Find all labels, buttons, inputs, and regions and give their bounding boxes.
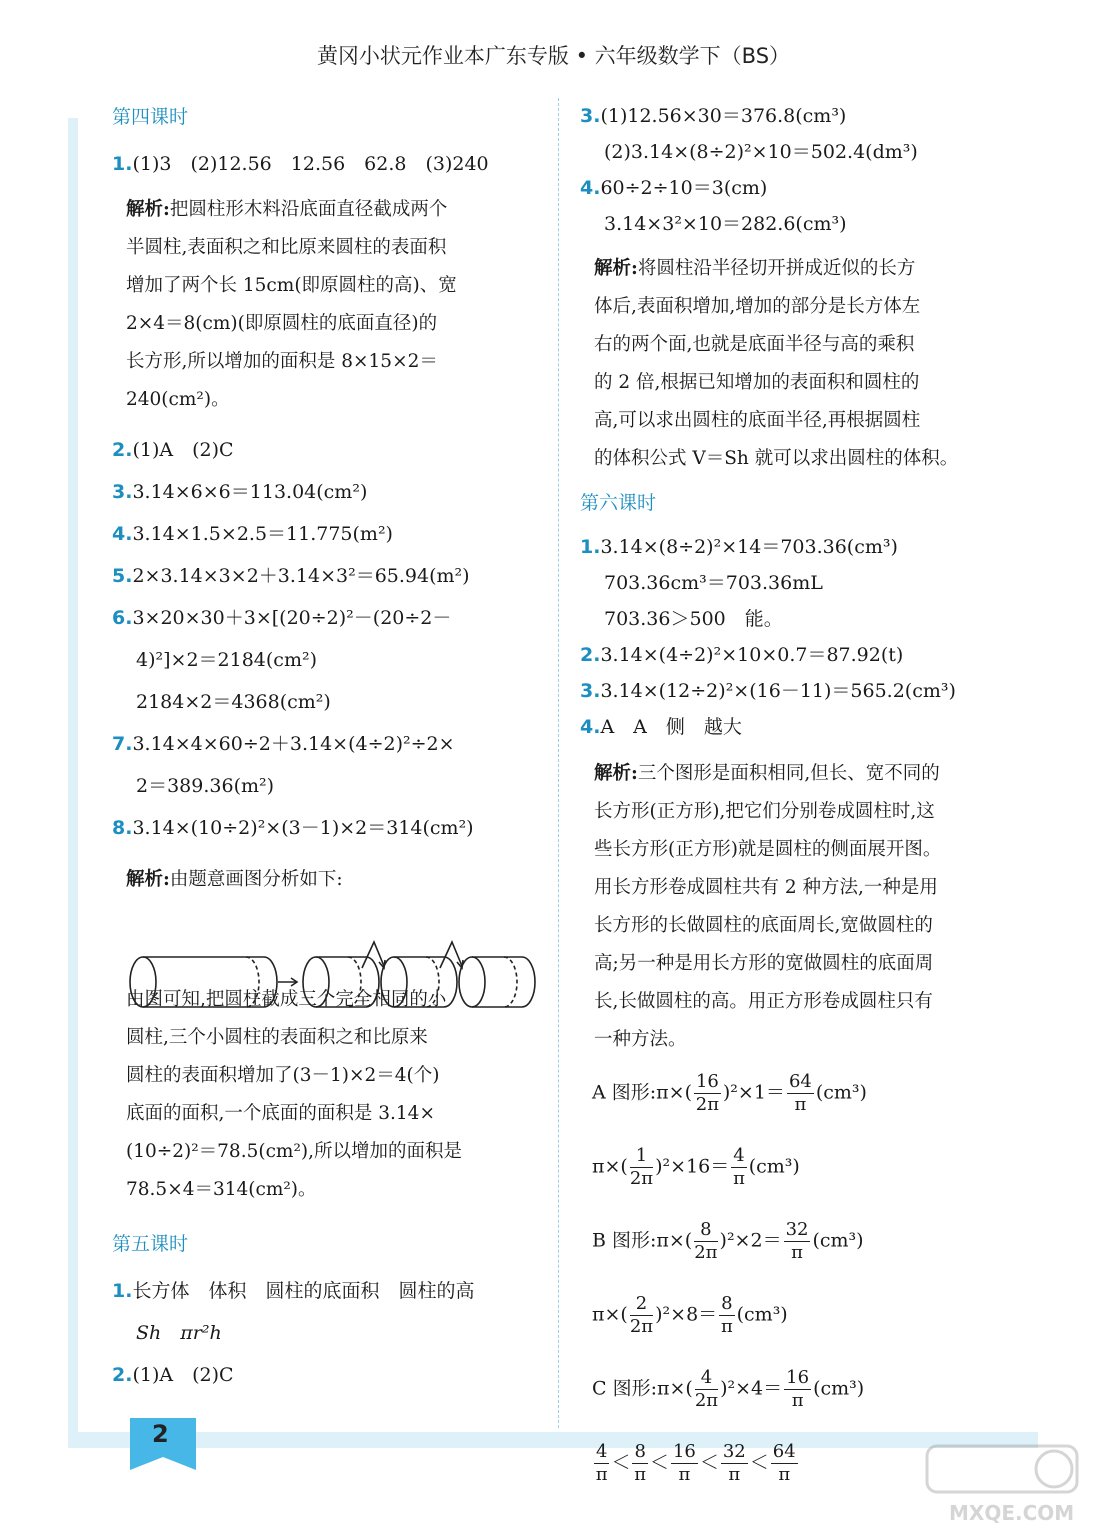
q-number: 3. xyxy=(112,481,133,503)
fraction xyxy=(719,1295,734,1336)
answer-text: 60÷2÷10＝3(cm) xyxy=(600,177,768,199)
analysis-line: 长方形,所以增加的面积是 8×15×2＝ xyxy=(126,351,438,372)
page-number: 2 xyxy=(152,1420,169,1448)
answer-text: (1)12.56×30＝376.8(cm³) xyxy=(600,105,847,127)
less-than: ＜ xyxy=(749,1451,769,1474)
formula-text: )²×4＝ xyxy=(720,1377,783,1400)
denominator: π xyxy=(791,1390,804,1411)
analysis-line: 由题意画图分析如下: xyxy=(169,869,343,890)
analysis-label: 解析: xyxy=(594,258,638,279)
q-number: 2. xyxy=(580,644,601,666)
numerator: 4 xyxy=(695,1369,718,1390)
q-number: 1. xyxy=(112,1280,133,1302)
section-title-6: 第六课时 xyxy=(580,492,657,514)
s6-answer-1-cont: 703.36＞500 能。 xyxy=(604,608,783,630)
analysis-line: 高,可以求出圆柱的底面半径,再根据圆柱 xyxy=(594,410,921,431)
analysis-1 xyxy=(112,191,542,419)
denominator: π xyxy=(728,1464,741,1485)
denominator: 2π xyxy=(695,1094,720,1115)
analysis-r6 xyxy=(580,755,1010,1059)
q-number: 8. xyxy=(112,817,133,839)
section-title-5: 第五课时 xyxy=(112,1233,189,1255)
formula-text: A 图形:π×( xyxy=(592,1081,692,1104)
s5-answer-2 xyxy=(112,1354,542,1396)
answer-text: (1)A (2)C xyxy=(132,439,234,461)
watermark-logo xyxy=(919,1438,1089,1528)
analysis-line: 增加了两个长 15cm(即原圆柱的高)、宽 xyxy=(126,275,457,296)
analysis-line: 2×4＝8(cm)(即原圆柱的底面直径)的 xyxy=(126,313,438,334)
less-than: ＜ xyxy=(611,1451,631,1474)
analysis-line: 240(cm²)。 xyxy=(126,389,230,410)
left-column xyxy=(112,98,542,1396)
numerator: 8 xyxy=(694,1221,717,1242)
numerator: 2 xyxy=(630,1295,653,1316)
r-answer-3 xyxy=(580,98,1010,134)
answer-1 xyxy=(112,143,542,185)
less-than: ＜ xyxy=(699,1451,719,1474)
answer-text: (1)A (2)C xyxy=(132,1364,234,1386)
analysis-line: 些长方形(正方形)就是圆柱的侧面展开图。 xyxy=(594,839,942,860)
side-band xyxy=(68,118,78,1438)
analysis-line: 用长方形卷成圆柱共有 2 种方法,一种是用 xyxy=(594,877,938,898)
denominator: π xyxy=(778,1464,791,1485)
analysis-line: 长方形的长做圆柱的底面周长,宽做圆柱的 xyxy=(594,915,933,936)
q-number: 5. xyxy=(112,565,133,587)
analysis-line: 一种方法。 xyxy=(594,1029,687,1050)
page-header: 黄冈小状元作业本广东专版 • 六年级数学下（BS） xyxy=(316,44,791,68)
numerator: 1 xyxy=(630,1147,653,1168)
r-answer-3-cont: (2)3.14×(8÷2)²×10＝502.4(dm³) xyxy=(604,141,918,163)
analysis-line: 由图可知,把圆柱截成三个完全相同的小 xyxy=(126,989,447,1010)
analysis-label: 解析: xyxy=(126,869,170,890)
analysis-line: 底面的面积,一个底面的面积是 3.14× xyxy=(126,1103,435,1124)
answer-text: 3.14×(10÷2)²×(3－1)×2＝314(cm²) xyxy=(132,817,474,839)
s6-answer-3 xyxy=(580,673,1010,709)
analysis-line: 半圆柱,表面积之和比原来圆柱的表面积 xyxy=(126,237,447,258)
fraction xyxy=(771,1443,798,1484)
analysis-line: 右的两个面,也就是底面半径与高的乘积 xyxy=(594,334,915,355)
denominator: 2π xyxy=(694,1242,718,1263)
formula-text: (cm³) xyxy=(812,1229,864,1252)
answer-text: 3.14×4×60÷2＋3.14×(4÷2)²÷2× xyxy=(132,733,455,755)
fraction xyxy=(784,1369,811,1410)
formula-c1 xyxy=(580,1369,1010,1410)
q-number: 2. xyxy=(112,439,133,461)
fraction xyxy=(784,1221,811,1262)
s5-answer-1-cont: Sh πr²h xyxy=(136,1322,222,1344)
fraction xyxy=(731,1147,746,1188)
q-number: 3. xyxy=(580,105,601,127)
denominator: π xyxy=(733,1168,745,1189)
formula-text: (cm³) xyxy=(736,1303,788,1326)
denominator: π xyxy=(595,1464,608,1485)
denominator: π xyxy=(678,1464,691,1485)
analysis-line: 的 2 倍,根据已知增加的表面积和圆柱的 xyxy=(594,372,920,393)
q-number: 7. xyxy=(112,733,133,755)
s6-answer-4 xyxy=(580,709,1010,745)
cylinder-cut-diagram xyxy=(126,938,536,1012)
answer-6-cont: 2184×2＝4368(cm²) xyxy=(136,691,331,713)
analysis-line: (10÷2)²＝78.5(cm²),所以增加的面积是 xyxy=(126,1141,462,1162)
q-number: 4. xyxy=(112,523,133,545)
analysis-line: 把圆柱形木料沿底面直径截成两个 xyxy=(169,199,448,220)
answer-text: A A 侧 越大 xyxy=(600,716,742,738)
less-than: ＜ xyxy=(649,1451,669,1474)
numerator: 8 xyxy=(721,1293,733,1314)
analysis-line: 长方形(正方形),把它们分别卷成圆柱时,这 xyxy=(594,801,935,822)
r-answer-4-cont: 3.14×3²×10＝282.6(cm³) xyxy=(604,213,847,235)
denominator: π xyxy=(791,1242,803,1263)
answer-7 xyxy=(112,723,542,765)
q-number: 1. xyxy=(580,536,601,558)
analysis-r4 xyxy=(580,250,1010,478)
column-divider xyxy=(558,98,559,1428)
answer-6 xyxy=(112,597,542,639)
fraction xyxy=(787,1073,814,1114)
analysis-line: 圆柱,三个小圆柱的表面积之和比原来 xyxy=(126,1027,428,1048)
analysis-line: 将圆柱沿半径切开拼成近似的长方 xyxy=(637,258,916,279)
analysis-line: 长,长做圆柱的高。用正方形卷成圆柱只有 xyxy=(594,991,933,1012)
answer-text: 3.14×1.5×2.5＝11.775(m²) xyxy=(132,523,393,545)
analysis-line: 体后,表面积增加,增加的部分是长方体左 xyxy=(594,296,921,317)
answer-text: (1)3 (2)12.56 12.56 62.8 (3)240 xyxy=(132,153,489,175)
answer-2 xyxy=(112,429,542,471)
analysis-label: 解析: xyxy=(126,199,170,220)
answer-3 xyxy=(112,471,542,513)
formula-text: )²×2＝ xyxy=(719,1229,782,1252)
q-number: 1. xyxy=(112,153,133,175)
formula-b2 xyxy=(580,1295,1010,1336)
formula-text: C 图形:π×( xyxy=(592,1377,693,1400)
numerator: 4 xyxy=(733,1145,745,1166)
analysis-line: 的体积公式 V＝Sh 就可以求出圆柱的体积。 xyxy=(594,448,959,469)
answer-text: 3×20×30＋3×[(20÷2)²－(20÷2－ xyxy=(132,607,452,629)
formula-text: (cm³) xyxy=(748,1155,800,1178)
s5-answer-1 xyxy=(112,1270,542,1312)
answer-4 xyxy=(112,513,542,555)
formula-text: π×( xyxy=(592,1303,628,1326)
formula-text: )²×8＝ xyxy=(655,1303,718,1326)
analysis-8 xyxy=(112,981,542,1209)
numerator: 64 xyxy=(772,1441,796,1462)
answer-6-cont: 4)²]×2＝2184(cm²) xyxy=(136,649,317,671)
answer-7-cont: 2＝389.36(m²) xyxy=(136,775,275,797)
fraction xyxy=(630,1147,653,1188)
numerator: 16 xyxy=(672,1441,696,1462)
analysis-line: 圆柱的表面积增加了(3－1)×2＝4(个) xyxy=(126,1065,440,1086)
denominator: 2π xyxy=(629,1168,654,1189)
formula-a2 xyxy=(580,1147,1010,1188)
numerator: 64 xyxy=(788,1071,812,1092)
answer-text: 3.14×(12÷2)²×(16－11)＝565.2(cm³) xyxy=(600,680,956,702)
answer-text: 3.14×(4÷2)²×10×0.7＝87.92(t) xyxy=(600,644,904,666)
denominator: 2π xyxy=(629,1316,654,1337)
watermark-text: MXQE.COM xyxy=(949,1501,1075,1525)
right-column xyxy=(580,98,1010,1517)
answer-text: 长方体 体积 圆柱的底面积 圆柱的高 xyxy=(132,1280,475,1302)
r-answer-4 xyxy=(580,170,1010,206)
answer-8 xyxy=(112,807,542,849)
formula-text: B 图形:π×( xyxy=(592,1229,693,1252)
answer-5 xyxy=(112,555,542,597)
q-number: 3. xyxy=(580,680,601,702)
formula-text: (cm³) xyxy=(815,1081,867,1104)
denominator: π xyxy=(720,1316,733,1337)
fraction xyxy=(694,1221,717,1262)
analysis-label: 解析: xyxy=(594,763,638,784)
numerator: 4 xyxy=(596,1441,608,1462)
answer-text: 3.14×6×6＝113.04(cm²) xyxy=(132,481,368,503)
formula-b1 xyxy=(580,1221,1010,1262)
s6-answer-1 xyxy=(580,529,1010,565)
analysis-8-head xyxy=(112,861,542,899)
fraction xyxy=(694,1073,721,1114)
answer-text: 3.14×(8÷2)²×14＝703.36(cm³) xyxy=(600,536,898,558)
numerator: 16 xyxy=(786,1367,810,1388)
analysis-line: 三个图形是面积相同,但长、宽不同的 xyxy=(637,763,940,784)
s6-answer-2 xyxy=(580,637,1010,673)
section-title-4: 第四课时 xyxy=(112,106,189,128)
q-number: 4. xyxy=(580,177,601,199)
formula-text: )²×1＝ xyxy=(722,1081,785,1104)
fraction xyxy=(695,1369,718,1410)
denominator: 2π xyxy=(694,1390,719,1411)
formula-text: )²×16＝ xyxy=(655,1155,730,1178)
denominator: π xyxy=(634,1464,647,1485)
q-number: 2. xyxy=(112,1364,133,1386)
analysis-line: 78.5×4＝314(cm²)。 xyxy=(126,1179,317,1200)
fraction xyxy=(630,1295,653,1336)
formula-text: (cm³) xyxy=(813,1377,865,1400)
q-number: 6. xyxy=(112,607,133,629)
denominator: π xyxy=(794,1094,807,1115)
numerator: 8 xyxy=(634,1441,646,1462)
numerator: 32 xyxy=(785,1219,809,1240)
numerator: 32 xyxy=(722,1441,746,1462)
numerator: 16 xyxy=(695,1071,719,1092)
q-number: 4. xyxy=(580,716,601,738)
fraction xyxy=(671,1443,698,1484)
formula-text: π×( xyxy=(592,1155,628,1178)
formula-a1 xyxy=(580,1073,1010,1114)
fraction xyxy=(721,1443,748,1484)
answer-text: 2×3.14×3×2＋3.14×3²＝65.94(m²) xyxy=(132,565,470,587)
s6-answer-1-cont: 703.36cm³＝703.36mL xyxy=(604,572,823,594)
fraction xyxy=(632,1443,647,1484)
analysis-line: 高;另一种是用长方形的宽做圆柱的底面周 xyxy=(594,953,934,974)
fraction xyxy=(594,1443,609,1484)
